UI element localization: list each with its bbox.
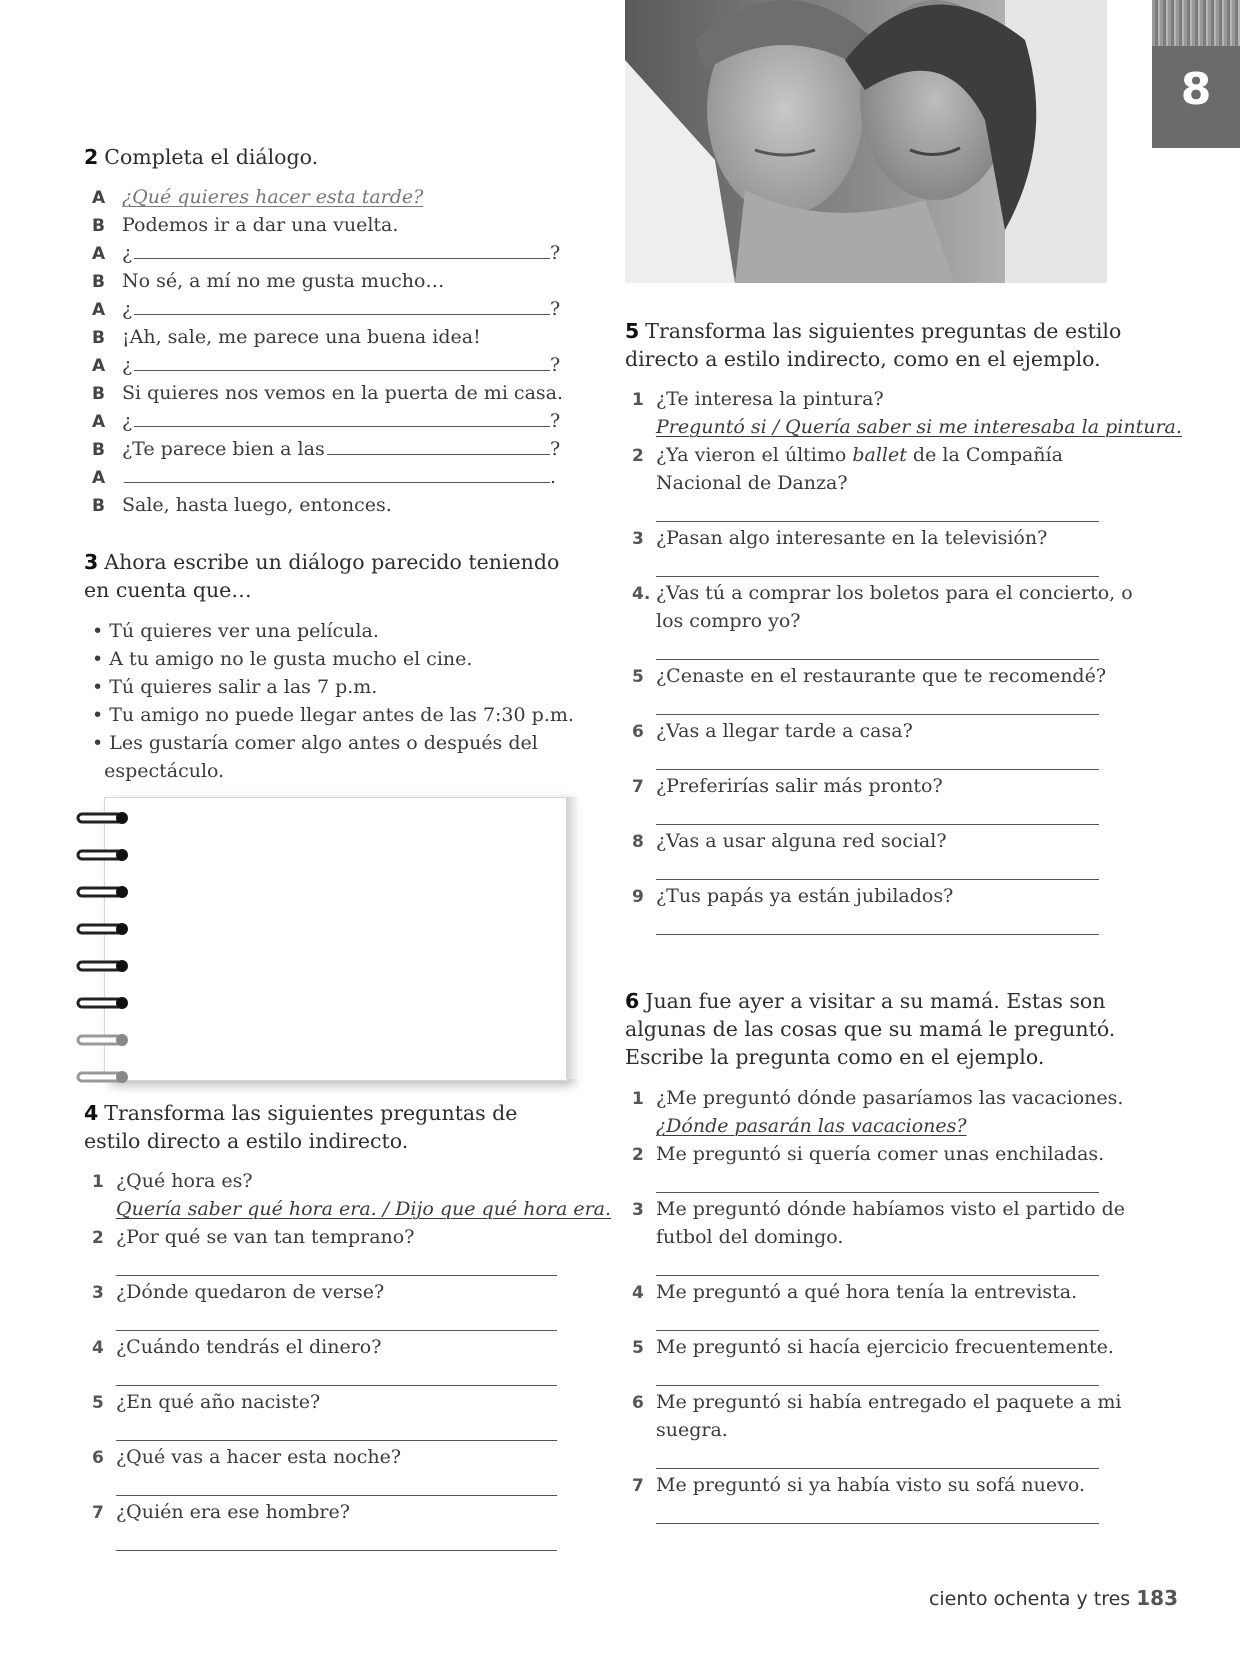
answer-blank[interactable] bbox=[124, 464, 550, 483]
question-text: ¿Qué hora es? bbox=[116, 1170, 253, 1192]
exercise-6 bbox=[625, 987, 1185, 1071]
answer-line[interactable] bbox=[656, 1275, 1099, 1276]
dialogue-punct: ? bbox=[550, 298, 561, 320]
dialogue-line bbox=[92, 351, 560, 380]
question-text: ¿Vas a llegar tarde a casa? bbox=[656, 720, 913, 742]
answer-blank[interactable] bbox=[134, 296, 550, 315]
example-answer: Preguntó si / Quería saber si me interesaba la pintura. bbox=[656, 416, 1182, 438]
question-item bbox=[92, 1278, 384, 1307]
question-number: 6 bbox=[92, 1448, 104, 1468]
bullet-item: espectáculo. bbox=[92, 760, 225, 782]
dialogue-text: Si quieres nos vemos en la puerta de mi casa. bbox=[122, 382, 564, 404]
spiral-ring bbox=[78, 997, 128, 1009]
example-answer: ¿Dónde pasarán las vacaciones? bbox=[656, 1115, 967, 1137]
exercise-3-title: 3 Ahora escribe un diálogo parecido teniendo en cuenta que… bbox=[84, 550, 560, 602]
example-answer: Quería saber qué hora era. / Dijo que qué hora era. bbox=[116, 1198, 612, 1220]
speaker-label: B bbox=[92, 272, 105, 292]
question-number: 4. bbox=[632, 584, 651, 604]
dialogue-punct: ? bbox=[550, 354, 561, 376]
question-text: Me preguntó si hacía ejercicio frecuentemente. bbox=[656, 1336, 1114, 1358]
answer-line[interactable] bbox=[116, 1330, 557, 1331]
question-number: 8 bbox=[632, 832, 644, 852]
question-number: 3 bbox=[92, 1283, 104, 1303]
question-number: 2 bbox=[92, 1228, 104, 1248]
example-answer: ¿Qué quieres hacer esta tarde? bbox=[122, 186, 424, 208]
question-number: 4 bbox=[92, 1338, 104, 1358]
dialogue-line bbox=[92, 183, 423, 212]
question-text: ¿Vas tú a comprar los boletos para el concierto, o bbox=[656, 582, 1133, 604]
chapter-number: 8 bbox=[1180, 64, 1212, 115]
question-text: ¿Quién era ese hombre? bbox=[116, 1501, 350, 1523]
dialogue-line bbox=[92, 211, 398, 240]
answer-line[interactable] bbox=[656, 934, 1099, 935]
question-number: 5 bbox=[632, 667, 644, 687]
answer-line[interactable] bbox=[656, 769, 1099, 770]
question-item bbox=[632, 1333, 1114, 1362]
page-number: 183 bbox=[1136, 1586, 1178, 1610]
couple-photo bbox=[625, 0, 1107, 283]
answer-line[interactable] bbox=[116, 1495, 557, 1496]
question-text-cont: los compro yo? bbox=[656, 610, 801, 632]
speaker-label: A bbox=[92, 468, 106, 488]
question-item bbox=[92, 1443, 401, 1472]
question-item bbox=[632, 772, 943, 801]
dialogue-line bbox=[92, 267, 444, 296]
answer-line[interactable] bbox=[656, 1385, 1099, 1386]
question-number: 5 bbox=[632, 1338, 644, 1358]
question-text: Me preguntó si había entregado el paquete a mi bbox=[656, 1391, 1122, 1413]
dialogue-line bbox=[92, 463, 556, 492]
question-text: Me preguntó si quería comer unas enchiladas. bbox=[656, 1143, 1105, 1165]
dialogue-text: ¿ bbox=[122, 354, 133, 376]
exercise-2-title: 2 Completa el diálogo. bbox=[84, 145, 319, 169]
question-text: ¿Qué vas a hacer esta noche? bbox=[116, 1446, 402, 1468]
dialogue-text: ¿ bbox=[122, 410, 133, 432]
question-text-cont: suegra. bbox=[656, 1419, 728, 1441]
chapter-tab bbox=[1152, 0, 1240, 148]
answer-blank[interactable] bbox=[134, 240, 550, 259]
dialogue-line bbox=[92, 239, 560, 268]
dialogue-line bbox=[92, 295, 560, 324]
question-item bbox=[632, 827, 947, 856]
question-text: ¿En qué año naciste? bbox=[116, 1391, 321, 1413]
dialogue-punct: . bbox=[550, 466, 557, 488]
question-item bbox=[632, 717, 913, 746]
dialogue-punct: ? bbox=[550, 242, 561, 264]
question-item bbox=[92, 1498, 350, 1527]
exercise-3 bbox=[84, 548, 584, 604]
question-text: ¿Preferirías salir más pronto? bbox=[656, 775, 943, 797]
question-item bbox=[632, 882, 953, 911]
answer-line[interactable] bbox=[116, 1440, 557, 1441]
bullet-item: • Tú quieres salir a las 7 p.m. bbox=[92, 676, 378, 698]
dialogue-line bbox=[92, 407, 560, 436]
spiral-ring bbox=[78, 1071, 128, 1083]
question-number: 9 bbox=[632, 887, 644, 907]
question-text: Me preguntó si ya había visto su sofá nuevo. bbox=[656, 1474, 1086, 1496]
question-number: 1 bbox=[632, 390, 644, 410]
question-item bbox=[632, 1140, 1104, 1169]
exercise-4 bbox=[84, 1099, 584, 1155]
dialogue-text: Podemos ir a dar una vuelta. bbox=[122, 214, 399, 236]
spiral-ring bbox=[78, 960, 128, 972]
bullet-item: • A tu amigo no le gusta mucho el cine. bbox=[92, 648, 473, 670]
answer-line[interactable] bbox=[656, 714, 1099, 715]
exercise-4-title: 4 Transforma las siguientes preguntas de estilo directo a estilo indirecto. bbox=[84, 1101, 518, 1153]
speaker-label: A bbox=[92, 244, 106, 264]
question-number: 6 bbox=[632, 722, 644, 742]
question-item bbox=[632, 579, 1133, 608]
spiral-ring bbox=[78, 886, 128, 898]
answer-blank[interactable] bbox=[134, 408, 550, 427]
exercise-6-title: 6 Juan fue ayer a visitar a su mamá. Estas son algunas de las cosas que su mamá le preguntó. Escribe la pregunta como en el ejemplo. bbox=[625, 989, 1116, 1069]
dialogue-line bbox=[92, 323, 481, 352]
bullet-item: • Les gustaría comer algo antes o después del bbox=[92, 732, 538, 754]
question-item bbox=[632, 385, 884, 414]
answer-line[interactable] bbox=[656, 576, 1099, 577]
answer-line[interactable] bbox=[116, 1550, 557, 1551]
notebook-spiral bbox=[76, 806, 136, 1086]
dialogue-line bbox=[92, 435, 560, 464]
dialogue-line bbox=[92, 379, 563, 408]
bullet-item: • Tu amigo no puede llegar antes de las 7:30 p.m. bbox=[92, 704, 574, 726]
answer-line[interactable] bbox=[116, 1385, 557, 1386]
speaker-label: B bbox=[92, 496, 105, 516]
question-number: 3 bbox=[632, 1200, 644, 1220]
question-text: ¿Me preguntó dónde pasaríamos las vacaciones. bbox=[656, 1087, 1124, 1109]
question-text-cont: Nacional de Danza? bbox=[656, 472, 848, 494]
chapter-tab-pattern bbox=[1152, 0, 1240, 46]
dialogue-text: ¿Te parece bien a las bbox=[122, 438, 325, 460]
question-number: 1 bbox=[92, 1172, 104, 1192]
notebook-edge bbox=[566, 797, 580, 1079]
question-number: 4 bbox=[632, 1283, 644, 1303]
dialogue-punct: ? bbox=[550, 410, 561, 432]
answer-blank[interactable] bbox=[327, 436, 550, 455]
notebook-writing-area[interactable] bbox=[104, 797, 568, 1081]
exercise-5-title: 5 Transforma las siguientes preguntas de estilo directo a estilo indirecto, como en el ejemplo. bbox=[625, 319, 1122, 371]
question-number: 2 bbox=[632, 446, 644, 466]
answer-line[interactable] bbox=[656, 659, 1099, 660]
exercise-3-bullets bbox=[92, 617, 574, 785]
page-footer: ciento ochenta y tres 183 bbox=[928, 1586, 1178, 1610]
question-text: ¿Dónde quedaron de verse? bbox=[116, 1281, 385, 1303]
question-text: ¿Pasan algo interesante en la televisión? bbox=[656, 527, 1048, 549]
question-item bbox=[632, 1084, 1123, 1113]
answer-line[interactable] bbox=[116, 1275, 557, 1276]
spiral-ring bbox=[78, 812, 128, 824]
question-text: Me preguntó dónde habíamos visto el partido de bbox=[656, 1198, 1126, 1220]
speaker-label: A bbox=[92, 300, 106, 320]
question-text: Me preguntó a qué hora tenía la entrevista. bbox=[656, 1281, 1078, 1303]
question-item bbox=[632, 1278, 1077, 1307]
bullet-item: • Tú quieres ver una película. bbox=[92, 620, 379, 642]
question-item bbox=[632, 1471, 1085, 1500]
spiral-ring bbox=[78, 849, 128, 861]
answer-line[interactable] bbox=[656, 1468, 1099, 1469]
dialogue-text: ¡Ah, sale, me parece una buena idea! bbox=[122, 326, 481, 348]
speaker-label: B bbox=[92, 328, 105, 348]
question-item bbox=[92, 1388, 320, 1417]
exercise-2 bbox=[84, 143, 584, 171]
speaker-label: B bbox=[92, 440, 105, 460]
exercise-5 bbox=[625, 317, 1185, 373]
question-text: ¿Cuándo tendrás el dinero? bbox=[116, 1336, 382, 1358]
dialogue-text: No sé, a mí no me gusta mucho… bbox=[122, 270, 445, 292]
question-number: 6 bbox=[632, 1393, 644, 1413]
question-text: ¿Vas a usar alguna red social? bbox=[656, 830, 947, 852]
question-item bbox=[92, 1333, 381, 1362]
answer-line[interactable] bbox=[656, 521, 1099, 522]
question-number: 2 bbox=[632, 1145, 644, 1165]
question-text: ¿Te interesa la pintura? bbox=[656, 388, 884, 410]
question-number: 7 bbox=[632, 1476, 644, 1496]
speaker-label: A bbox=[92, 356, 106, 376]
question-number: 7 bbox=[92, 1503, 104, 1523]
dialogue-text: Sale, hasta luego, entonces. bbox=[122, 494, 392, 516]
answer-line[interactable] bbox=[656, 1192, 1099, 1193]
question-item bbox=[632, 1388, 1121, 1417]
question-item bbox=[632, 441, 1063, 470]
answer-blank[interactable] bbox=[134, 352, 550, 371]
question-item bbox=[632, 524, 1047, 553]
question-item bbox=[632, 662, 1106, 691]
spiral-ring bbox=[78, 923, 128, 935]
speaker-label: B bbox=[92, 216, 105, 236]
answer-line[interactable] bbox=[656, 1330, 1099, 1331]
question-number: 3 bbox=[632, 529, 644, 549]
answer-line[interactable] bbox=[656, 824, 1099, 825]
answer-line[interactable] bbox=[656, 1523, 1099, 1524]
question-number: 1 bbox=[632, 1089, 644, 1109]
question-text: ¿Tus papás ya están jubilados? bbox=[656, 885, 954, 907]
question-number: 7 bbox=[632, 777, 644, 797]
question-item bbox=[92, 1223, 414, 1252]
speaker-label: A bbox=[92, 188, 106, 208]
question-text: ¿Ya vieron el último ballet de la Compañía bbox=[656, 444, 1063, 466]
question-text: ¿Por qué se van tan temprano? bbox=[116, 1226, 415, 1248]
question-number: 5 bbox=[92, 1393, 104, 1413]
dialogue-text: ¿ bbox=[122, 242, 133, 264]
dialogue-text: ¿ bbox=[122, 298, 133, 320]
question-item bbox=[632, 1195, 1125, 1224]
speaker-label: A bbox=[92, 412, 106, 432]
answer-line[interactable] bbox=[656, 879, 1099, 880]
question-item bbox=[92, 1167, 253, 1196]
question-text: ¿Cenaste en el restaurante que te recomendé? bbox=[656, 665, 1107, 687]
dialogue-punct: ? bbox=[550, 438, 561, 460]
dialogue-line bbox=[92, 491, 392, 520]
spiral-ring bbox=[78, 1034, 128, 1046]
speaker-label: B bbox=[92, 384, 105, 404]
question-text-cont: futbol del domingo. bbox=[656, 1226, 844, 1248]
